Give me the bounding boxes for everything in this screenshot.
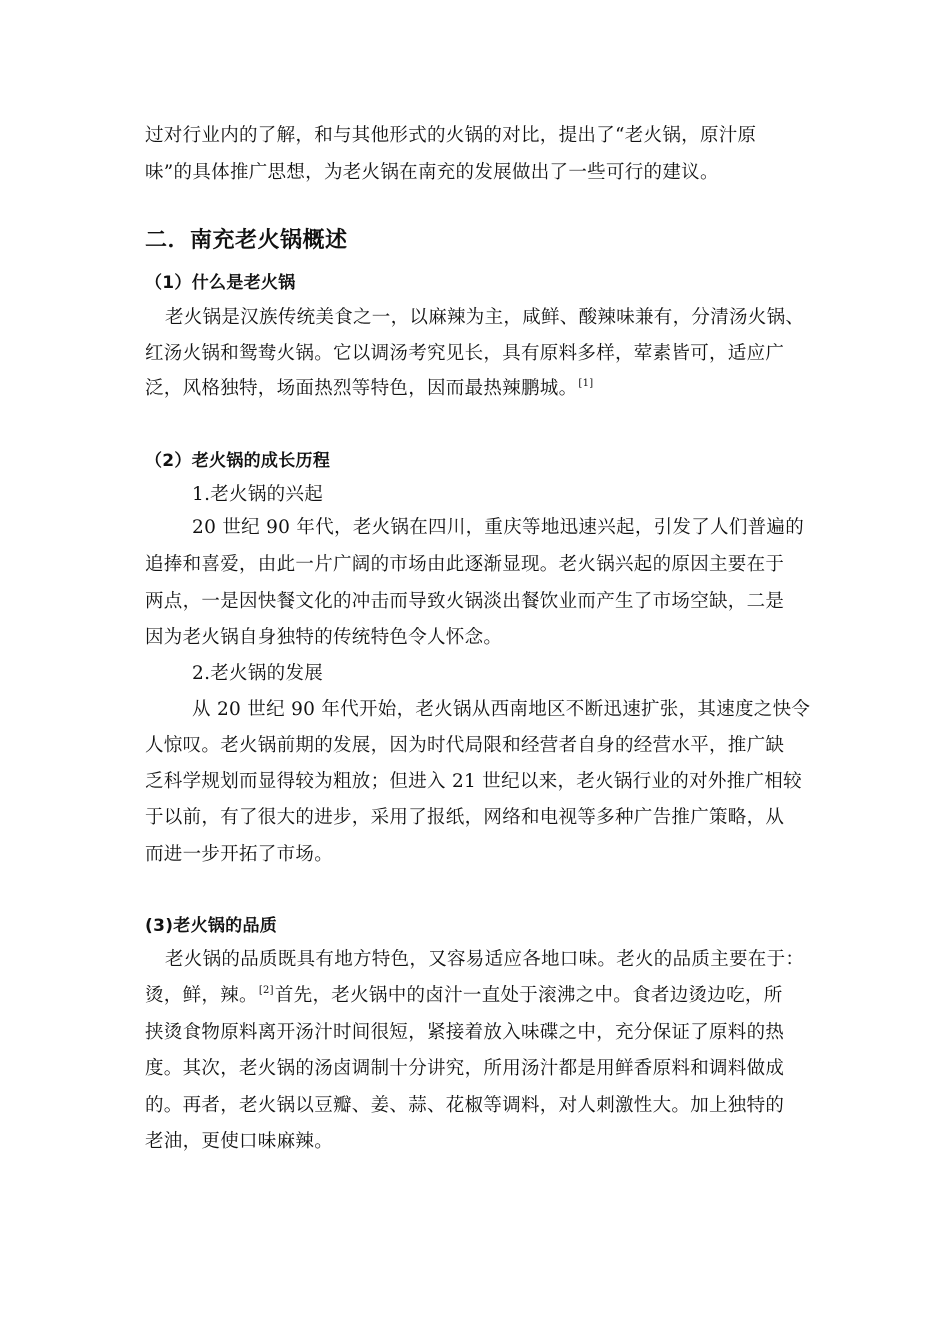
paragraph-line: 红汤火锅和鸳鸯火锅。它以调汤考究见长，具有原料多样，荤素皆可，适应广 — [145, 343, 785, 364]
paragraph-line: 追捧和喜爱，由此一片广阔的市场由此逐渐显现。老火锅兴起的原因主要在于 — [145, 554, 785, 575]
paragraph-line — [145, 377, 594, 404]
paragraph-line: 从 20 世纪 90 年代开始，老火锅从西南地区不断迅速扩张，其速度之快令 — [192, 699, 811, 720]
subsection-heading-1: （1）什么是老火锅 — [145, 273, 296, 293]
paragraph-text: 首先，老火锅中的卤汁一直处于滚沸之中。食者边烫边吃，所 — [274, 985, 783, 1006]
paragraph-line: 人惊叹。老火锅前期的发展，因为时代局限和经营者自身的经营水平，推广缺 — [145, 735, 785, 756]
paragraph-line — [145, 984, 783, 1011]
paragraph-line: 20 世纪 90 年代，老火锅在四川，重庆等地迅速兴起，引发了人们普遍的 — [192, 517, 805, 538]
paragraph-line: 老火锅是汉族传统美食之一，以麻辣为主，咸鲜、酸辣味兼有，分清汤火锅、 — [165, 307, 805, 328]
subsection-heading-2: （2）老火锅的成长历程 — [145, 451, 331, 471]
item-title-2: 2.老火锅的发展 — [192, 663, 324, 684]
paragraph-line: 老火锅的品质既具有地方特色，又容易适应各地口味。老火的品质主要在于： — [165, 949, 805, 970]
subsection-heading-3: (3)老火锅的品质 — [145, 916, 278, 936]
paragraph-line: 两点，一是因快餐文化的冲击而导致火锅淡出餐饮业而产生了市场空缺，二是 — [145, 591, 785, 612]
section-heading: 二．南充老火锅概述 — [145, 228, 348, 253]
paragraph-line: 而进一步开拓了市场。 — [145, 844, 334, 865]
paragraph-line: 老油，更使口味麻辣。 — [145, 1131, 334, 1152]
paragraph-text: 烫，鲜，辣。 — [145, 985, 258, 1006]
paragraph-line: 挟烫食物原料离开汤汁时间很短，紧接着放入味碟之中，充分保证了原料的热 — [145, 1022, 785, 1043]
paragraph-text: 泛，风格独特，场面热烈等特色，因而最热辣鹏城。 — [145, 378, 578, 399]
intro-line-1: 过对行业内的了解，和与其他形式的火锅的对比，提出了“老火锅，原汁原 — [145, 125, 757, 146]
citation-ref-2: [2] — [258, 985, 274, 996]
paragraph-line: 于以前，有了很大的进步，采用了报纸，网络和电视等多种广告推广策略，从 — [145, 807, 785, 828]
paragraph-line: 乏科学规划而显得较为粗放；但进入 21 世纪以来，老火锅行业的对外推广相较 — [145, 771, 802, 792]
citation-ref-1: [1] — [578, 378, 594, 389]
paragraph-line: 度。其次，老火锅的汤卤调制十分讲究，所用汤汁都是用鲜香原料和调料做成 — [145, 1058, 785, 1079]
paragraph-line: 的。再者，老火锅以豆瓣、姜、蒜、花椒等调料，对人刺激性大。加上独特的 — [145, 1095, 785, 1116]
item-title-1: 1.老火锅的兴起 — [192, 484, 324, 505]
paragraph-line: 因为老火锅自身独特的传统特色令人怀念。 — [145, 627, 503, 648]
intro-line-2: 味”的具体推广思想，为老火锅在南充的发展做出了一些可行的建议。 — [145, 162, 719, 183]
